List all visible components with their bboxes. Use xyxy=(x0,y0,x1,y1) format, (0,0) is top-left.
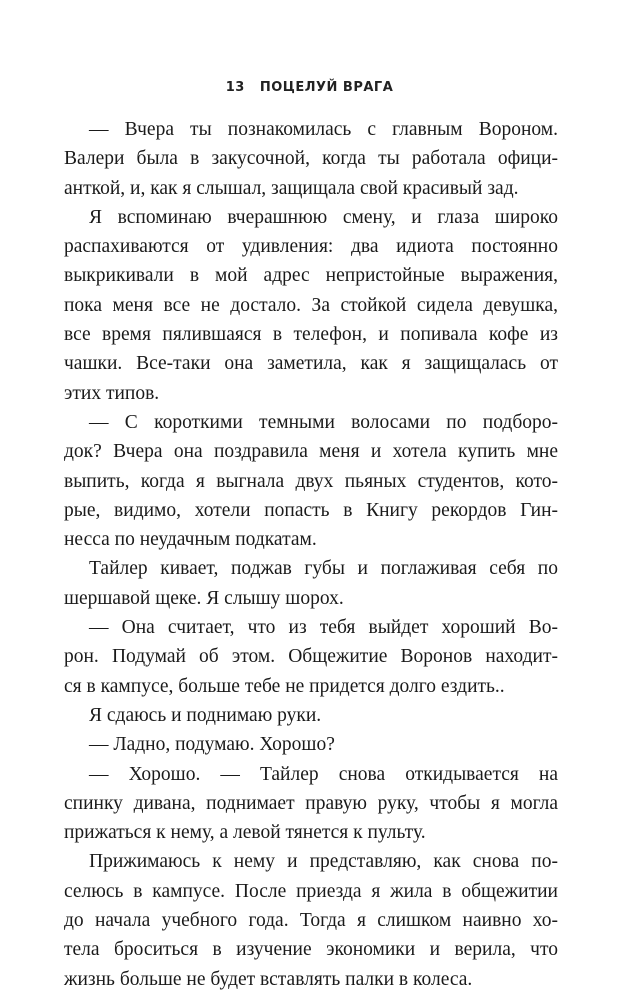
text-line: выпить, когда я выгнала двух пьяных студентов, кото- xyxy=(64,470,558,492)
text-line: спинку дивана, поднимает правую руку, чтобы я могла xyxy=(64,792,558,814)
text-line: выкрикивали в мой адрес непристойные выражения, xyxy=(64,265,558,287)
text-line: Я вспоминаю вчерашнюю смену, и глаза широко xyxy=(89,206,558,228)
text-line: док? Вчера она поздравила меня и хотела купить мне xyxy=(64,441,558,463)
text-line: чашки. Все-таки она заметила, как я защищалась от xyxy=(64,353,558,375)
text-line: анткой, и, как я слышал, защищала свой красивый зад. xyxy=(64,177,519,199)
text-line: — Ладно, подумаю. Хорошо? xyxy=(89,734,335,756)
body-text xyxy=(64,115,558,994)
running-head xyxy=(0,80,619,95)
text-line: шершавой щеке. Я слышу шорох. xyxy=(64,587,344,609)
text-line: до начала учебного года. Тогда я слишком наивно хо- xyxy=(64,910,558,932)
text-line: пока меня все не достало. За стойкой сидела девушка, xyxy=(64,294,558,316)
text-line: рые, видимо, хотели попасть в Книгу рекордов Гин- xyxy=(64,499,558,521)
text-line: рон. Подумай об этом. Общежитие Воронов находит- xyxy=(64,646,558,668)
text-line: все время пялившаяся в телефон, и попивала кофе из xyxy=(64,324,558,346)
text-line: жизнь больше не будет вставлять палки в колеса. xyxy=(64,968,473,990)
text-line: Валери была в закусочной, когда ты работала офици- xyxy=(64,148,558,170)
text-line: — Она считает, что из тебя выйдет хороший Во- xyxy=(89,617,558,639)
text-line: — Вчера ты познакомилась с главным Вороном. xyxy=(89,119,558,140)
page-number: 13 xyxy=(225,80,245,95)
text-line: Прижимаюсь к нему и представляю, как снова по- xyxy=(89,851,558,873)
text-line: распахиваются от удивления: два идиота постоянно xyxy=(64,236,558,258)
text-line: — С короткими темными волосами по подборо- xyxy=(89,411,558,433)
text-line: тела броситься в изучение экономики и верила, что xyxy=(64,939,558,961)
chapter-title: ПОЦЕЛУЙ ВРАГА xyxy=(259,80,394,95)
text-line: Тайлер кивает, поджав губы и поглаживая себя по xyxy=(89,558,558,580)
text-line: несса по неудачным подкатам. xyxy=(64,529,317,551)
text-line: селюсь в кампусе. После приезда я жила в общежитии xyxy=(64,880,558,902)
text-line: Я сдаюсь и поднимаю руки. xyxy=(89,704,322,726)
text-line: ся в кампусе, больше тебе не придется долго ездить.. xyxy=(64,675,505,697)
text-line: этих типов. xyxy=(64,382,160,404)
text-line: прижаться к нему, а левой тянется к пульту. xyxy=(64,822,426,844)
text-line: — Хорошо. — Тайлер снова откидывается на xyxy=(89,763,558,785)
